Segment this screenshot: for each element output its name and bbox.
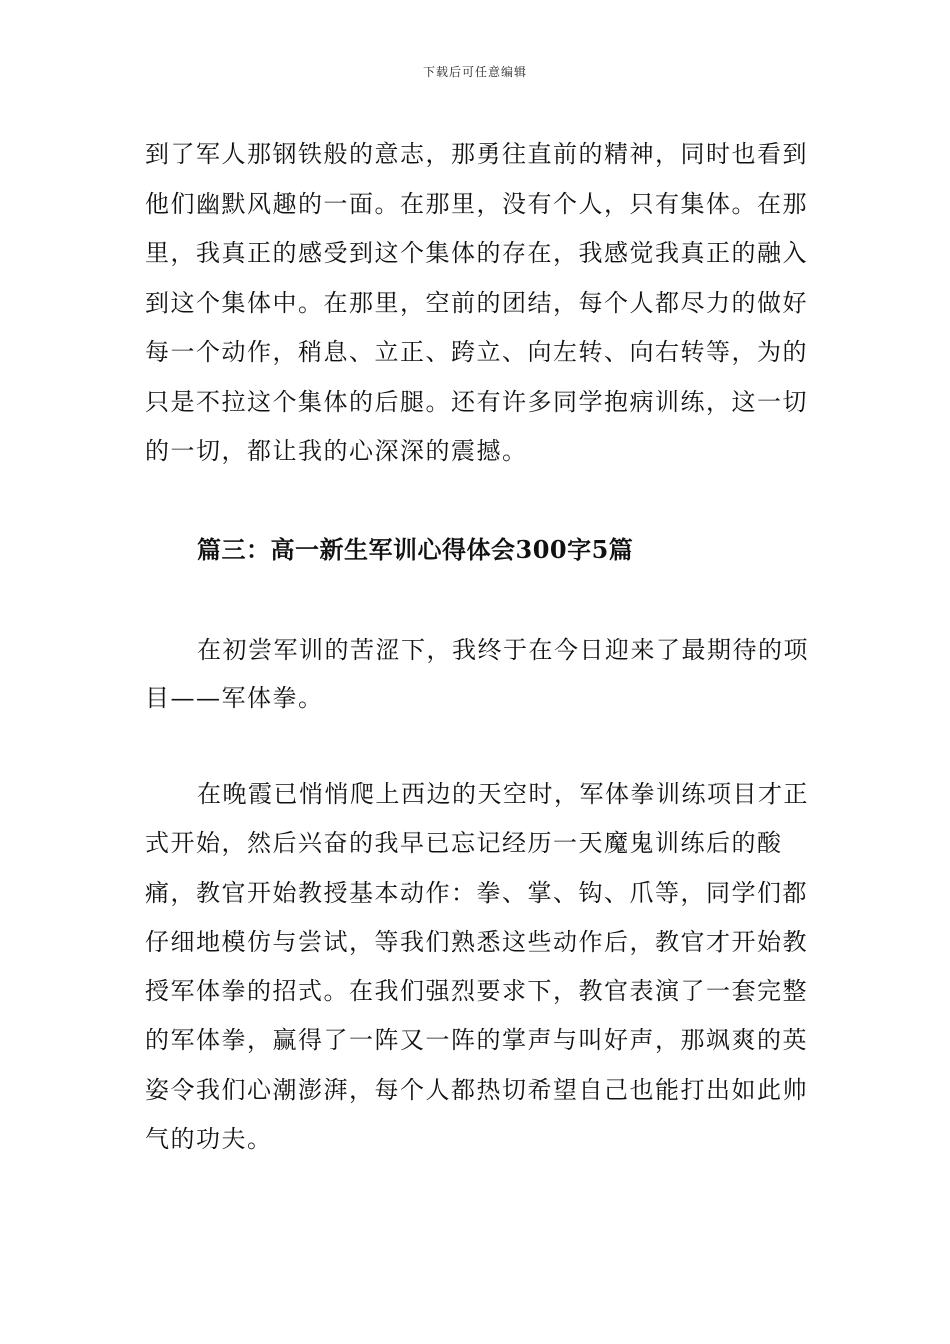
paragraph-training: 在晚霞已悄悄爬上西边的天空时，军体拳训练项目才正式开始，然后兴奋的我早已忘记经历一天魔鬼训练后的酸痛，教官开始教授基本动作：拳、掌、钩、爪等，同学们都仔细地模仿与尝试，等我们熟悉这些动作后，教官才开始教授军体拳的招式。在我们强烈要求下，教官表演了一套完整的军体拳，赢得了一阵又一阵的掌声与叫好声，那飒爽的英姿令我们心潮澎湃，每个人都热切希望自己也能打出如此帅气的功夫。 [145, 780, 809, 1154]
paragraph-continued: 到了军人那钢铁般的意志，那勇往直前的精神，同时也看到他们幽默风趣的一面。在那里，没有个人，只有集体。在那里，我真正的感受到这个集体的存在，我感觉我真正的融入到这个集体中。在那里，空前的团结，每个人都尽力的做好每一个动作，稍息、立正、跨立、向左转、向右转等，为的只是不拉这个集体的后腿。还有许多同学抱病训练，这一切的一切，都让我的心深深的震撼。 [145, 140, 808, 465]
paragraph-intro: 在初尝军训的苦涩下，我终于在今日迎来了最期待的项目——军体拳。 [145, 636, 809, 712]
section-heading: 篇三：高一新生军训心得体会300字5篇 [197, 535, 634, 564]
page-header: 下载后可任意编辑 [422, 65, 527, 79]
